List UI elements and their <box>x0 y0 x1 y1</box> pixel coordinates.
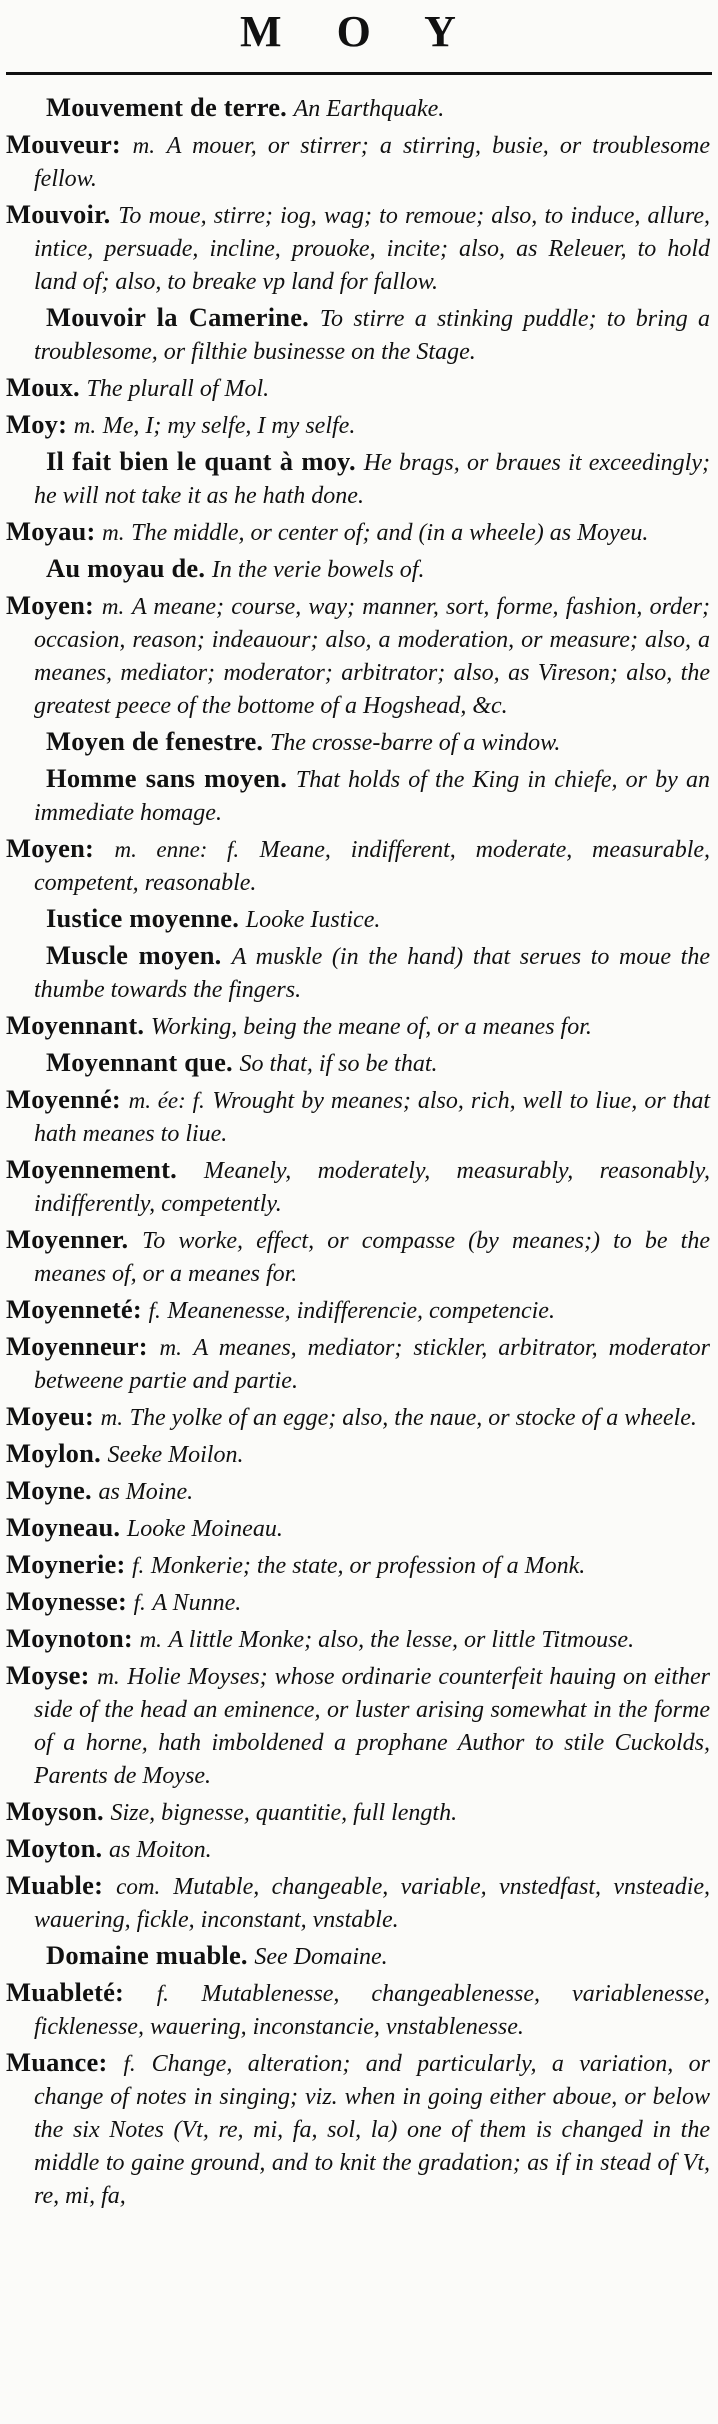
headword: Moyennement. <box>6 1154 177 1184</box>
grammar-label: m. enne: f. <box>114 837 240 862</box>
definition: A muskle (in the hand) that serues to moue the thumbe towards the fingers. <box>34 944 710 1003</box>
dictionary-entry <box>6 1331 710 1397</box>
dictionary-entry <box>6 1475 710 1508</box>
grammar-label: com. <box>116 1874 161 1899</box>
definition: Monkerie; the state, or profession of a Monk. <box>150 1553 586 1579</box>
definition: Looke Moineau. <box>126 1516 283 1542</box>
dictionary-entry <box>6 1010 710 1043</box>
definition: To moue, stirre; iog, wag; to remoue; also, to induce, allure, intice, persuade, incline, prouoke, incite; also, as Releuer, to hold land of; also, to breake vp land for fallow. <box>34 203 710 295</box>
grammar-label: m. <box>100 1405 124 1430</box>
definition: Meanenesse, indifferencie, competencie. <box>167 1298 555 1324</box>
dictionary-entry <box>6 129 710 195</box>
headword: Moyen de fenestre. <box>46 726 264 756</box>
definition: That holds of the King in chiefe, or by an immediate homage. <box>34 767 711 826</box>
grammar-label: m. <box>101 594 125 619</box>
grammar-label: m. ée: f. <box>128 1088 205 1113</box>
sub-entry <box>6 726 710 759</box>
grammar-label: f. <box>123 2051 136 2076</box>
headword: Moyneau. <box>6 1512 121 1542</box>
dictionary-entry <box>6 1870 710 1936</box>
dictionary-entry <box>6 409 710 442</box>
grammar-label: f. <box>133 1590 146 1615</box>
definition: as Moine. <box>98 1479 194 1505</box>
definition: See Domaine. <box>254 1944 388 1970</box>
headword: Moyse: <box>6 1660 90 1690</box>
definition: The middle, or center of; and (in a wheele) as Moyeu. <box>131 520 649 546</box>
dictionary-entry <box>6 1154 710 1220</box>
definition: He brags, or braues it exceedingly; he will not take it as he hath done. <box>34 450 710 509</box>
sub-entry <box>6 940 710 1006</box>
grammar-label: m. <box>139 1627 162 1652</box>
headword: Moyau: <box>6 516 96 546</box>
sub-entry <box>6 302 710 368</box>
definition: Meanely, moderately, measurably, reasonably, indifferently, competently. <box>34 1158 711 1217</box>
definition: To stirre a stinking puddle; to bring a troublesome, or filthie businesse on the Stage. <box>34 306 711 365</box>
grammar-label: m. <box>102 520 125 545</box>
definition: Mutablenesse, changeablenesse, variablenesse, ficklenesse, wauering, inconstancie, vnstablenesse. <box>34 1981 710 2040</box>
grammar-label: f. <box>148 1298 161 1323</box>
definition: A meanes, mediator; stickler, arbitrator, moderator betweene partie and partie. <box>34 1335 710 1394</box>
definition: Me, I; my selfe, I my selfe. <box>102 413 356 439</box>
headword: Muableté: <box>6 1977 125 2007</box>
headword: Mouvement de terre. <box>46 92 287 122</box>
definition: An Earthquake. <box>293 96 445 122</box>
headword: Muscle moyen. <box>46 940 222 970</box>
headword: Moyennant. <box>6 1010 145 1040</box>
definition: In the verie bowels of. <box>211 557 425 583</box>
dictionary-entry <box>6 2047 710 2212</box>
headword: Domaine muable. <box>46 1940 248 1970</box>
grammar-label: m. <box>73 413 97 438</box>
grammar-label: f. <box>132 1553 145 1578</box>
headword: Moyenné: <box>6 1084 121 1114</box>
sub-entry <box>6 446 710 512</box>
definition: Change, alteration; and particularly, a variation, or change of notes in singing; viz. when in going either aboue, or below the six Notes (Vt, re, mi, fa, sol, la) one of them is changed in the middle to gaine ground, and to knit the gradation; as if in stead of Vt, re, mi, fa, <box>34 2051 710 2209</box>
grammar-label: m. <box>97 1664 120 1689</box>
definition: Holie Moyses; whose ordinarie counterfeit hauing on either side of the head an eminence, or luster arising somewhat in the forme of a horne, hath imboldened a prophane Author to stile Cuckolds, Parents de Moyse. <box>34 1664 711 1789</box>
sub-entry <box>6 92 710 125</box>
headword: Moynerie: <box>6 1549 126 1579</box>
header-rule <box>6 72 712 75</box>
dictionary-entry <box>6 590 710 722</box>
headword: Il fait bien le quant à moy. <box>46 446 356 476</box>
definition: So that, if so be that. <box>239 1051 438 1077</box>
definition: The plurall of Mol. <box>86 376 270 402</box>
entry-list <box>6 92 710 2216</box>
running-head: M O Y <box>240 7 478 56</box>
dictionary-entry <box>6 516 710 549</box>
dictionary-entry <box>6 1549 710 1582</box>
dictionary-entry <box>6 1512 710 1545</box>
definition: A meane; course, way; manner, sort, forme, fashion, order; occasion, reason; indeauour; also, a moderation, or measure; also, a meanes, mediator; moderator; arbitrator; also, as Vireson; also, the greatest peece of the bottome of a Hogshead, &c. <box>34 594 710 719</box>
definition: A little Monke; also, the lesse, or little Titmouse. <box>168 1627 635 1653</box>
sub-entry <box>6 1047 710 1080</box>
headword: Moylon. <box>6 1438 101 1468</box>
dictionary-entry <box>6 1660 710 1792</box>
headword: Moynoton: <box>6 1623 133 1653</box>
headword: Moyennant que. <box>46 1047 233 1077</box>
headword: Muable: <box>6 1870 104 1900</box>
definition: A mouer, or stirrer; a stirring, busie, or troublesome fellow. <box>34 133 711 192</box>
dictionary-entry <box>6 199 710 298</box>
definition: Working, being the meane of, or a meanes for. <box>150 1014 592 1040</box>
dictionary-entry <box>6 1438 710 1471</box>
dictionary-entry <box>6 1224 710 1290</box>
headword: Muance: <box>6 2047 108 2077</box>
definition: To worke, effect, or compasse (by meanes;) to be the meanes of, or a meanes for. <box>34 1228 711 1287</box>
sub-entry <box>6 553 710 586</box>
headword: Moy: <box>6 409 68 439</box>
headword: Moyeu: <box>6 1401 95 1431</box>
sub-entry <box>6 1940 710 1973</box>
definition: Size, bignesse, quantitie, full length. <box>110 1800 458 1826</box>
headword: Mouvoir. <box>6 199 111 229</box>
definition: Meane, indifferent, moderate, measurable, competent, reasonable. <box>34 837 711 896</box>
headword: Moyenneté: <box>6 1294 142 1324</box>
sub-entry <box>6 903 710 936</box>
definition: The crosse-barre of a window. <box>269 730 561 756</box>
dictionary-entry <box>6 1586 710 1619</box>
dictionary-entry <box>6 1623 710 1656</box>
definition: as Moiton. <box>108 1837 212 1863</box>
headword: Homme sans moyen. <box>46 763 288 793</box>
headword: Moyton. <box>6 1833 103 1863</box>
headword: Moynesse: <box>6 1586 128 1616</box>
definition: Seeke Moilon. <box>107 1442 244 1468</box>
dictionary-entry <box>6 372 710 405</box>
grammar-label: m. <box>159 1335 182 1360</box>
headword: Mouveur: <box>6 129 121 159</box>
definition: Looke Iustice. <box>245 907 381 933</box>
definition: Mutable, changeable, variable, vnstedfast, vnsteadie, wauering, fickle, inconstant, vnstable. <box>34 1874 711 1933</box>
headword: Moyson. <box>6 1796 104 1826</box>
headword: Iustice moyenne. <box>46 903 240 933</box>
headword: Moyen: <box>6 833 95 863</box>
headword: Mouvoir la Camerine. <box>46 302 310 332</box>
dictionary-entry <box>6 1796 710 1829</box>
definition: Wrought by meanes; also, rich, well to liue, or that hath meanes to liue. <box>34 1088 711 1147</box>
dictionary-entry <box>6 1833 710 1866</box>
headword: Moyenner. <box>6 1224 129 1254</box>
headword: Moyenneur: <box>6 1331 148 1361</box>
dictionary-entry <box>6 1294 710 1327</box>
grammar-label: f. <box>156 1981 169 2006</box>
headword: Moyen: <box>6 590 95 620</box>
headword: Moux. <box>6 372 80 402</box>
definition: The yolke of an egge; also, the naue, or stocke of a wheele. <box>129 1405 697 1431</box>
dictionary-entry <box>6 1401 710 1434</box>
headword: Moyne. <box>6 1475 92 1505</box>
dictionary-entry <box>6 833 710 899</box>
definition: A Nunne. <box>152 1590 242 1616</box>
grammar-label: m. <box>132 133 156 158</box>
dictionary-entry <box>6 1977 710 2043</box>
dictionary-entry <box>6 1084 710 1150</box>
headword: Au moyau de. <box>46 553 206 583</box>
sub-entry <box>6 763 710 829</box>
